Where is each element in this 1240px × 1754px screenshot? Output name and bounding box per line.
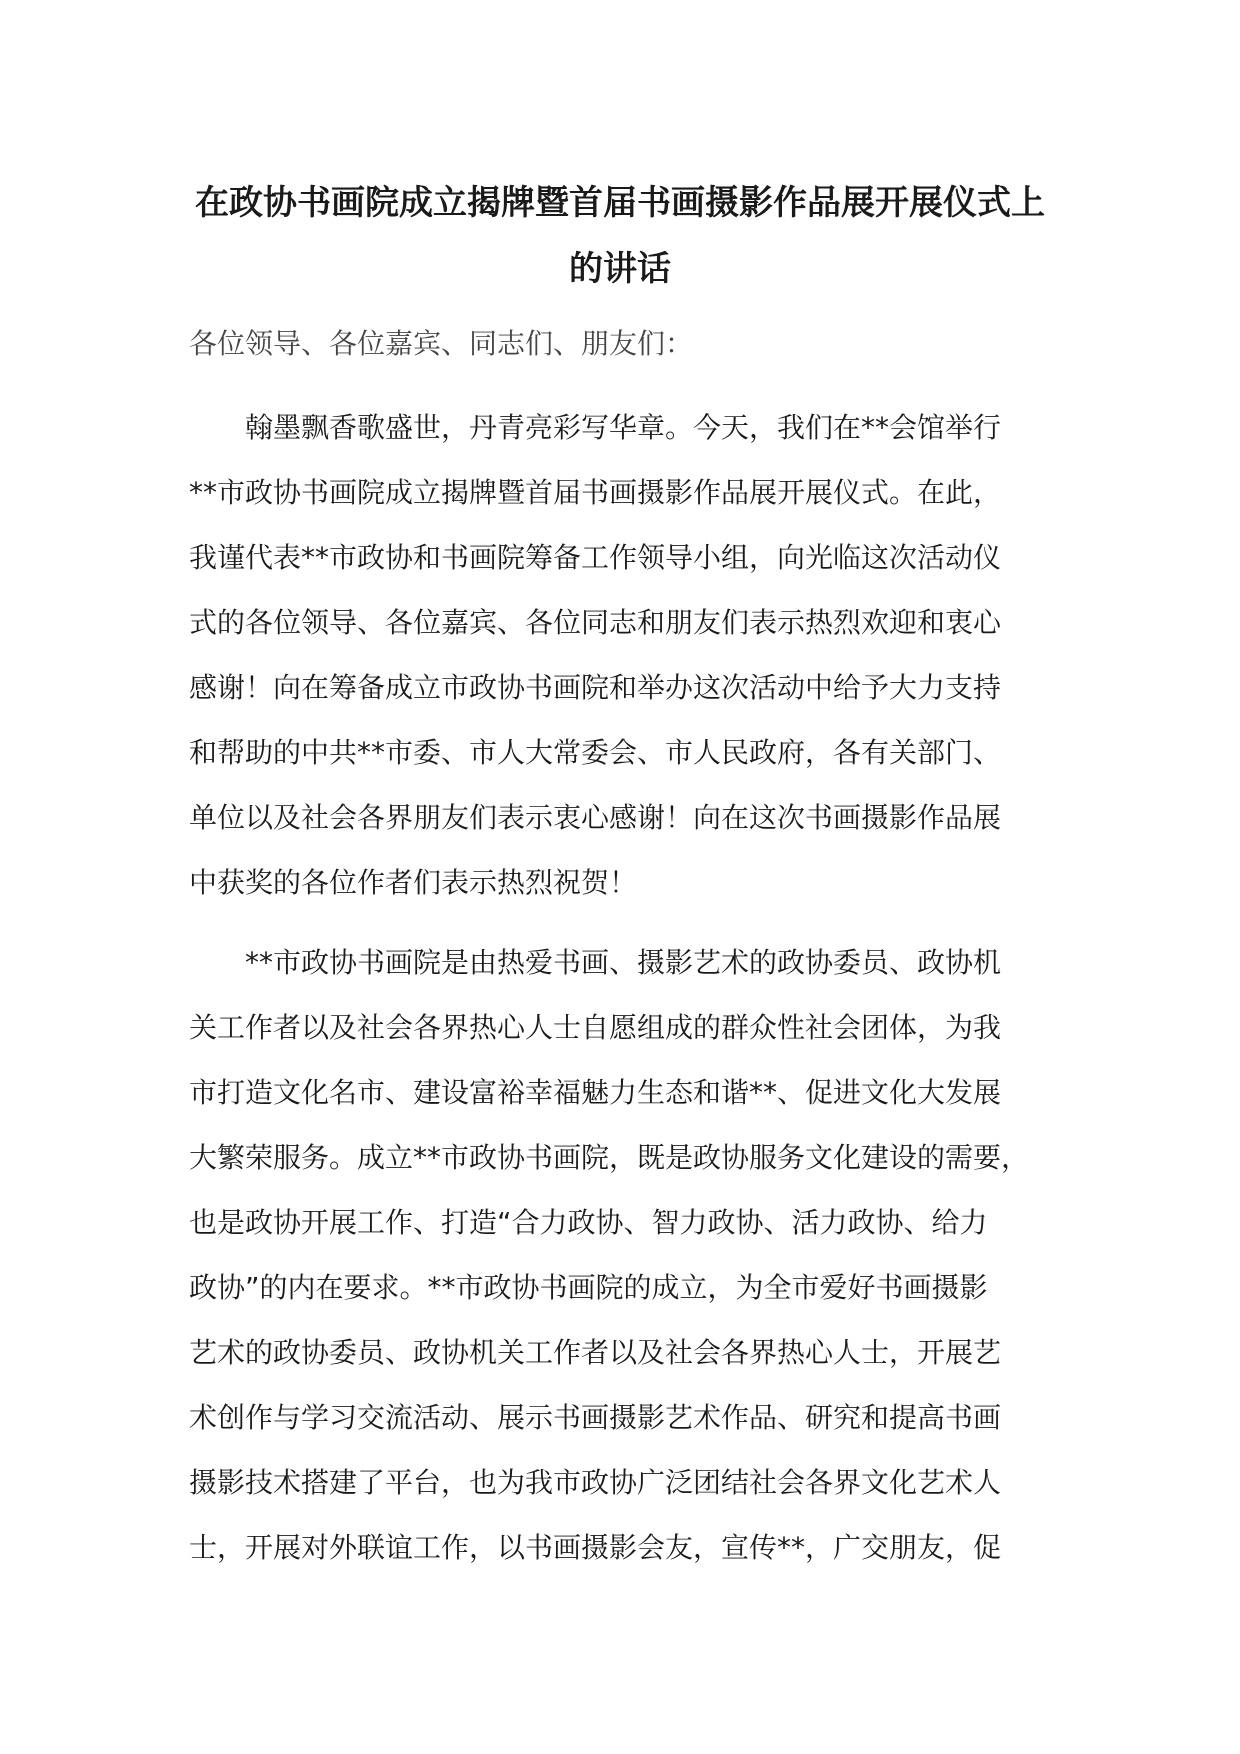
text-line: 中获奖的各位作者们表示热烈祝贺！ [189, 866, 638, 899]
text-line: 单位以及社会各界朋友们表示衷心感谢！向在这次书画摄影作品展 [189, 801, 1002, 834]
text-line: 式的各位领导、各位嘉宾、各位同志和朋友们表示热烈欢迎和衷心 [189, 606, 1002, 639]
title-line: 的讲话 [569, 249, 671, 289]
text-line: 翰墨飘香歌盛世，丹青亮彩写华章。今天，我们在**会馆举行 [189, 411, 1002, 444]
text-line: 也是政协开展工作、打造“合力政协、智力政协、活力政协、给力 [189, 1206, 988, 1239]
text-line: 和帮助的中共**市委、市人大常委会、市人民政府，各有关部门、 [189, 736, 1002, 769]
title-line: 在政协书画院成立揭牌暨首届书画摄影作品展开展仪式上 [195, 183, 1045, 223]
salutation: 各位领导、各位嘉宾、同志们、朋友们： [189, 327, 694, 360]
text-line: **市政协书画院是由热爱书画、摄影艺术的政协委员、政协机 [189, 946, 1002, 979]
text-line: 关工作者以及社会各界热心人士自愿组成的群众性社会团体，为我 [189, 1011, 1002, 1044]
text-line: **市政协书画院成立揭牌暨首届书画摄影作品展开展仪式。在此， [189, 476, 1002, 509]
text-line: 市打造文化名市、建设富裕幸福魅力生态和谐**、促进文化大发展 [189, 1076, 1002, 1109]
text-line: 士，开展对外联谊工作，以书画摄影会友，宣传**，广交朋友，促 [189, 1531, 1002, 1564]
text-line: 术创作与学习交流活动、展示书画摄影艺术作品、研究和提高书画 [189, 1401, 1002, 1434]
text-line: 我谨代表**市政协和书画院筹备工作领导小组，向光临这次活动仪 [189, 541, 1002, 574]
paragraph-1 [189, 395, 1069, 915]
text-line: 艺术的政协委员、政协机关工作者以及社会各界热心人士，开展艺 [189, 1336, 1002, 1369]
text-line: 感谢！向在筹备成立市政协书画院和举办这次活动中给予大力支持 [189, 671, 1002, 704]
document-title [150, 170, 1090, 302]
text-line: 摄影技术搭建了平台，也为我市政协广泛团结社会各界文化艺术人 [189, 1466, 1002, 1499]
text-line: 大繁荣服务。成立**市政协书画院，既是政协服务文化建设的需要， [189, 1141, 1030, 1174]
text-line: 政协”的内在要求。**市政协书画院的成立，为全市爱好书画摄影 [189, 1271, 988, 1304]
paragraph-2 [189, 930, 1069, 1580]
